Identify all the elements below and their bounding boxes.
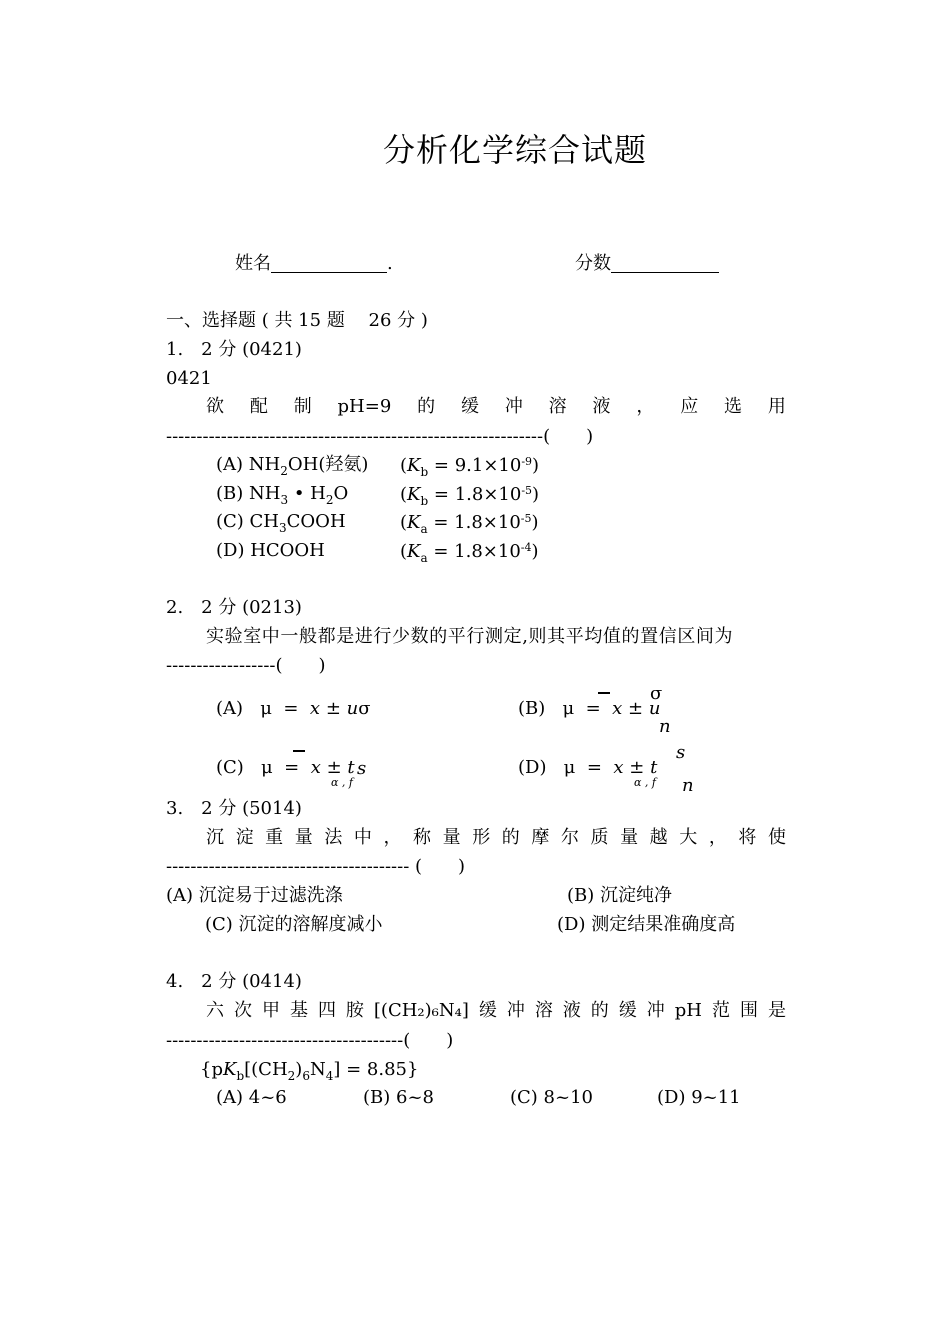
q1-option-c-constant: $(K_a = 1.8\times 10^{-5})$ — [400, 512, 539, 536]
q1-option-d-constant: $(K_a = 1.8\times 10^{-4})$ — [400, 541, 539, 565]
q1-stem-token: 选 — [724, 396, 743, 417]
q2-answer-line: ------------------( ) — [166, 655, 326, 676]
q3-stem-token: 形 — [472, 827, 491, 848]
q3-stem-token: 摩 — [531, 827, 550, 848]
q3-option-d: (D) 测定结果准确度高 — [557, 914, 736, 935]
q2-b-sigma: σ — [650, 683, 663, 704]
q4-option-c: (C) 8~10 — [510, 1087, 593, 1108]
q1-option-a-constant: $(K_b = 9.1\times 10^{-9})$ — [400, 455, 540, 479]
q2-stem: 实验室中一般都是进行少数的平行测定,则其平均值的置信区间为 — [206, 626, 734, 647]
q1-option-c: (C) $CH_3COOH$ — [216, 511, 346, 535]
q4-option-a: (A) 4~6 — [216, 1087, 287, 1108]
q3-stem-token: 沉 — [206, 827, 224, 848]
q3-stem-token: 质 — [590, 827, 609, 848]
q4-stem-token: 缓 — [478, 1000, 497, 1021]
q3-stem-token: 使 — [767, 827, 786, 848]
q1-stem-token: 的 — [417, 396, 436, 417]
q4-stem-token: 缓 — [618, 1000, 637, 1021]
q3-stem-token: ， — [708, 827, 727, 848]
q3-option-c: (C) 沉淀的溶解度减小 — [205, 914, 383, 935]
q4-answer-line: ---------------------------------------( ) — [166, 1030, 454, 1051]
q3-stem-token: 称 — [413, 827, 432, 848]
q4-stem-token: 六 — [206, 1000, 224, 1021]
q3-stem-token: 淀 — [235, 827, 254, 848]
q2-d-s: s — [676, 742, 686, 763]
q2-c-subscript: α , f — [331, 776, 353, 789]
q2-c-xbar — [293, 750, 305, 752]
q4-stem-token: 胺 — [345, 1000, 364, 1021]
score-label: 分数 — [575, 253, 611, 274]
q4-stem-token: 范 — [711, 1000, 730, 1021]
q1-option-b-constant: $(K_b = 1.8\times 10^{-5})$ — [400, 484, 540, 508]
q3-option-a: (A) 沉淀易于过滤洗涤 — [166, 885, 343, 906]
q1-heading: 1. 2 分 (0421) — [166, 339, 302, 360]
q2-d-subscript: α , f — [634, 776, 656, 789]
score-blank — [611, 254, 719, 273]
q3-stem-token: 将 — [738, 827, 757, 848]
q1-stem-token: 欲 — [206, 396, 224, 417]
q2-d-n: n — [682, 775, 694, 796]
q3-stem-token: ， — [383, 827, 402, 848]
q4-option-d: (D) 9~11 — [657, 1087, 741, 1108]
q1-stem-token: 应 — [680, 396, 699, 417]
q3-stem — [206, 829, 786, 847]
q3-answer-line: ---------------------------------------- ( ) — [166, 856, 466, 877]
q1-stem-token: 制 — [293, 396, 312, 417]
name-field — [235, 254, 393, 273]
q4-stem-token: 四 — [317, 1000, 336, 1021]
q1-stem-token: 缓 — [460, 396, 479, 417]
q1-stem-token: 溶 — [548, 396, 567, 417]
q2-option-b: (B) μ = x ± u — [518, 698, 661, 719]
name-suffix: . — [387, 253, 393, 274]
q2-b-xbar — [598, 692, 610, 694]
q4-option-b: (B) 6~8 — [363, 1087, 434, 1108]
page-title: 分析化学综合试题 — [383, 131, 648, 169]
q3-stem-token: 量 — [442, 827, 461, 848]
q1-dashes: -------------------------------------------------------------- — [166, 426, 544, 447]
q1-answer-line — [166, 428, 593, 446]
section-heading: 一、选择题 ( 共 15 题 26 分 ) — [166, 310, 428, 331]
q1-option-b: (B) $NH_3$ • $H_2O$ — [216, 483, 349, 507]
q3-stem-token: 量 — [620, 827, 639, 848]
q4-stem — [206, 1002, 786, 1020]
q3-stem-token: 越 — [649, 827, 668, 848]
q1-code: 0421 — [166, 368, 212, 389]
q1-stem-token: 配 — [249, 396, 268, 417]
q3-stem-token: 大 — [679, 827, 698, 848]
q4-stem-token: 基 — [289, 1000, 308, 1021]
q1-stem-token: 冲 — [504, 396, 523, 417]
q4-stem-token: 液 — [562, 1000, 581, 1021]
q4-stem-token: [(CH₂)₆N₄] — [373, 1000, 469, 1021]
q4-stem-token: 甲 — [261, 1000, 280, 1021]
q2-b-n: n — [659, 716, 671, 737]
q4-stem-token: pH — [674, 1000, 702, 1021]
q1-stem-token: 用 — [767, 396, 786, 417]
q3-stem-token: 量 — [294, 827, 313, 848]
q1-stem-token: 液 — [592, 396, 611, 417]
q4-stem-token: 是 — [767, 1000, 786, 1021]
q2-option-a: (A) μ = x ± uσ — [216, 698, 371, 719]
q1-stem-token: pH=9 — [337, 396, 392, 417]
q1-stem-token: ， — [636, 396, 655, 417]
q2-heading: 2. 2 分 (0213) — [166, 597, 302, 618]
name-blank — [271, 254, 387, 273]
q4-pkb-note: $\{pK_b[(CH_2)_6N_4] = 8.85\}$ — [200, 1059, 419, 1083]
q4-stem-token: 溶 — [534, 1000, 553, 1021]
q4-stem-token: 的 — [590, 1000, 609, 1021]
q4-stem-token: 围 — [739, 1000, 758, 1021]
name-label: 姓名 — [235, 253, 271, 274]
q1-option-a: (A) $NH_2OH$(羟氨) — [216, 454, 369, 478]
q3-stem-token: 尔 — [560, 827, 579, 848]
q1-option-d: (D) HCOOH — [216, 540, 325, 561]
q2-option-c: (C) μ = x ± t — [216, 757, 355, 778]
q4-stem-token: 冲 — [646, 1000, 665, 1021]
q3-option-b: (B) 沉淀纯净 — [567, 885, 672, 906]
q3-stem-token: 中 — [353, 827, 372, 848]
q3-stem-token: 的 — [501, 827, 520, 848]
q1-paren: ( ) — [543, 426, 594, 447]
q2-option-d: (D) μ = x ± t — [518, 757, 658, 778]
q3-heading: 3. 2 分 (5014) — [166, 798, 302, 819]
q2-c-s: s — [357, 758, 367, 779]
q4-heading: 4. 2 分 (0414) — [166, 971, 302, 992]
score-field — [575, 254, 719, 273]
q3-stem-token: 重 — [265, 827, 284, 848]
q3-stem-token: 法 — [324, 827, 343, 848]
q4-stem-token: 冲 — [506, 1000, 525, 1021]
q4-stem-token: 次 — [233, 1000, 252, 1021]
q1-stem — [206, 398, 786, 416]
